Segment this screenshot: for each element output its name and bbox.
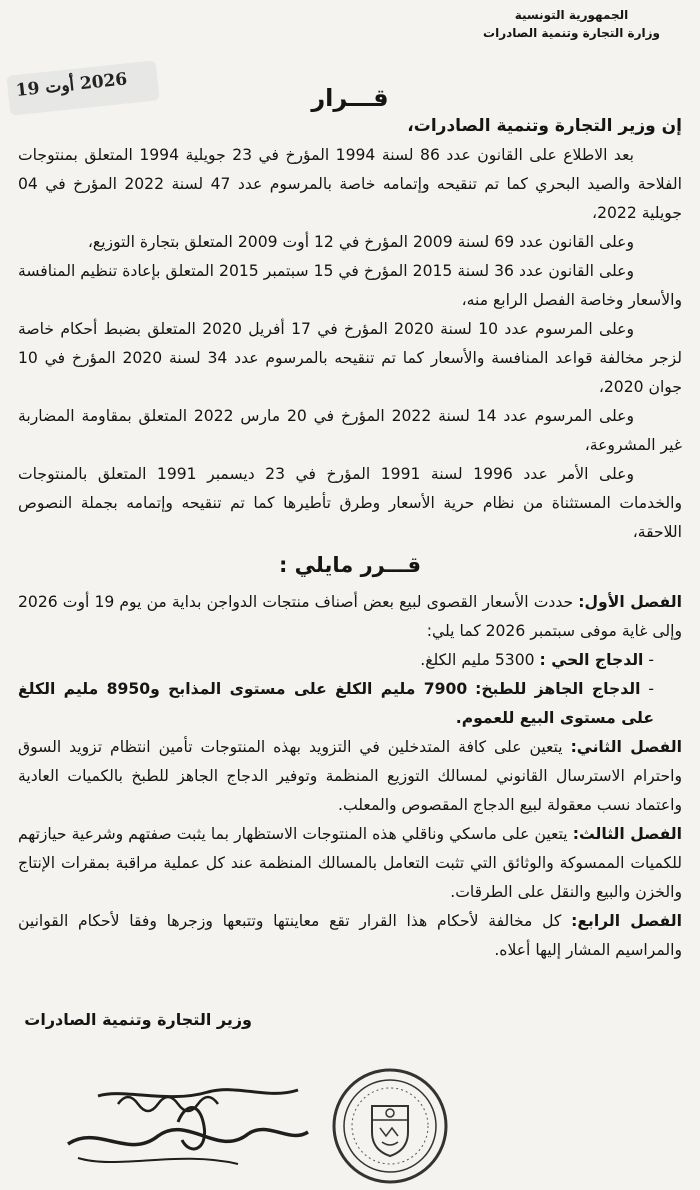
recital-3: وعلى القانون عدد 36 لسنة 2015 المؤرخ في 15 سبتمبر 2015 المتعلق بإعادة تنظيم المنافسة والأسعار وخاصة الفصل الرابع منه، — [18, 262, 682, 309]
item-1-label: الدجاج الحي : — [539, 651, 644, 669]
item-2-text: 7900 مليم الكلغ على مستوى المذابح و8950 مليم الكلغ على مستوى البيع للعموم. — [18, 680, 654, 727]
decision-heading: قـــرر مايلي : — [278, 553, 422, 577]
date-stamp-text: 2026 أوت 19 — [14, 69, 129, 101]
decree-body — [18, 112, 682, 965]
opening-line: إن وزير التجارة وتنمية الصادرات، — [407, 116, 682, 136]
minister-title: وزير التجارة وتنمية الصادرات — [24, 1010, 252, 1029]
letterhead — [483, 6, 660, 42]
article-3-label: الفصل الثالث: — [572, 825, 683, 843]
article-3-text: يتعين على ماسكي وناقلي هذه المنتوجات الاستظهار بما يثبت صفتهم وشرعية حيازتهم للكميات الممسوكة والوثائق التي تثبت التعامل بالمسالك المنظمة عند كل عملية مراقبة بمقرات الإنتاج والخزن والبيع والنقل على الطرقات. — [18, 825, 682, 901]
item-2-label: الدجاج الجاهز للطبخ: — [475, 680, 641, 698]
article-2 — [18, 733, 682, 820]
article-4-label: الفصل الرابع: — [571, 912, 682, 930]
article-4-text: كل مخالفة لأحكام هذا القرار تقع معاينتها وتتبعها وزجرها وفقا لأحكام القوانين والمراسيم المشار إليها أعلاه. — [18, 912, 682, 959]
article-2-text: يتعين على كافة المتدخلين في التزويد بهذه المنتوجات تأمين انتظام تزويد السوق واحترام الاسترسال القانوني لمسالك التوزيع المنظمة وتوفير الدجاج الجاهز للطبخ بالكميات العادية واعتماد نسب معقولة لبيع الدجاج المقصوص والمعلب. — [18, 738, 682, 814]
article-1-item-1: - الدجاج الحي : 5300 مليم الكلغ. — [420, 651, 654, 669]
article-3 — [18, 820, 682, 907]
signature-image — [28, 1074, 328, 1174]
ministry-name: وزارة التجارة وتنمية الصادرات — [483, 26, 660, 40]
article-1-label: الفصل الأول: — [578, 593, 682, 611]
document-title: قـــرار — [311, 84, 389, 112]
recital-4: وعلى المرسوم عدد 10 لسنة 2020 المؤرخ في 17 أفريل 2020 المتعلق بضبط أحكام خاصة لزجر مخالفة قواعد المنافسة والأسعار كما تم تنقيحه بالمرسوم عدد 34 لسنة 2020 المؤرخ في 10 جوان 2020، — [18, 320, 682, 396]
article-1-text: حددت الأسعار القصوى لبيع بعض أصناف منتجات الدواجن بداية من يوم 19 أوت 2026 وإلى غاية موفى سبتمبر 2026 كما يلي: — [18, 593, 682, 640]
official-seal-image — [330, 1066, 450, 1186]
item-1-text: 5300 مليم الكلغ. — [420, 651, 535, 669]
recital-6: وعلى الأمر عدد 1996 لسنة 1991 المؤرخ في 23 ديسمبر 1991 المتعلق بالمنتوجات والخدمات المستثناة من نظام حرية الأسعار وطرق تأطيرها كما تم تنقيحه وإتمامه بجملة النصوص اللاحقة، — [18, 465, 682, 541]
recital-1: بعد الاطلاع على القانون عدد 86 لسنة 1994 المؤرخ في 23 جويلية 1994 المتعلق بمنتوجات الفلاحة والصيد البحري كما تم تنقيحه وإتمامه خاصة بالمرسوم عدد 47 لسنة 2022 المؤرخ في 04 جويلية 2022، — [18, 146, 682, 222]
article-1-item-2: - الدجاج الجاهز للطبخ: 7900 مليم الكلغ على مستوى المذابح و8950 مليم الكلغ على مستوى البيع للعموم. — [18, 680, 654, 727]
article-4 — [18, 907, 682, 965]
recital-2: وعلى القانون عدد 69 لسنة 2009 المؤرخ في 12 أوت 2009 المتعلق بتجارة التوزيع، — [87, 233, 634, 251]
article-1 — [18, 588, 682, 646]
republic-name: الجمهورية التونسية — [514, 8, 629, 22]
recital-5: وعلى المرسوم عدد 14 لسنة 2022 المؤرخ في 20 مارس 2022 المتعلق بمقاومة المضاربة غير المشروعة، — [18, 407, 682, 454]
article-2-label: الفصل الثاني: — [570, 738, 682, 756]
